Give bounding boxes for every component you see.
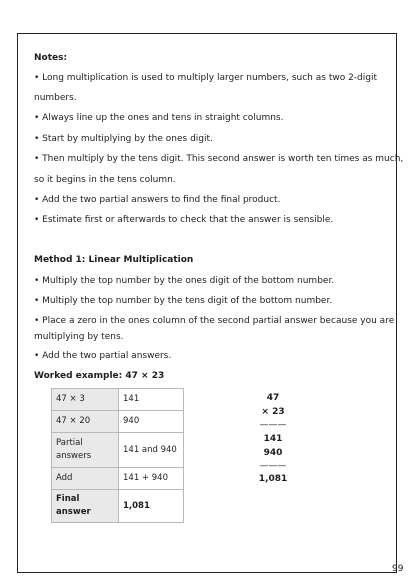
method-line: multiplying by tens. (34, 332, 124, 342)
table-row (52, 411, 184, 433)
method-line: • Add the two partial answers. (34, 351, 172, 361)
method-line: • Multiply the top number by the ones digit of the bottom number. (34, 276, 335, 286)
method-line: • Multiply the top number by the tens digit of the bottom number. (34, 296, 333, 306)
table-cell: 47 × 3 (52, 389, 119, 411)
table-cell: 141 and 940 (119, 433, 184, 468)
method-heading: Method 1: Linear Multiplication (34, 255, 194, 265)
rule: ——— (259, 420, 287, 430)
table-row (52, 389, 184, 411)
table-row-final (52, 490, 184, 523)
table-cell: 940 (119, 411, 184, 433)
table-row (52, 468, 184, 490)
table-row (52, 433, 184, 468)
table-cell: Final answer (52, 490, 119, 523)
worked-example-heading: Worked example: 47 × 23 (34, 371, 165, 381)
notes-line: so it begins in the tens column. (34, 175, 176, 185)
notes-line: • Long multiplication is used to multiply larger numbers, such as two 2-digit (34, 73, 378, 83)
notes-line: • Estimate first or afterwards to check that the answer is sensible. (34, 215, 334, 225)
table-cell: 141 + 940 (119, 468, 184, 490)
notes-line: • Always line up the ones and tens in straight columns. (34, 113, 284, 123)
method-line: • Place a zero in the ones column of the second partial answer because you are (34, 316, 395, 326)
multiplier: × 23 (261, 407, 285, 417)
worked-example-table (51, 388, 184, 523)
final-product: 1,081 (258, 474, 288, 484)
partial-answer: 940 (263, 448, 283, 458)
page-number: 99 (392, 564, 404, 574)
table-cell: Add (52, 468, 119, 490)
table-cell: 1,081 (119, 490, 184, 523)
multiplicand: 47 (266, 393, 280, 403)
partial-answer: 141 (263, 434, 283, 444)
notes-heading: Notes: (34, 53, 68, 63)
table-cell: 47 × 20 (52, 411, 119, 433)
rule: ——— (259, 461, 287, 471)
notes-line: • Start by multiplying by the ones digit. (34, 134, 213, 144)
table-cell: Partial answers (52, 433, 119, 468)
notes-line: numbers. (34, 93, 77, 103)
table-cell: 141 (119, 389, 184, 411)
notes-line: • Add the two partial answers to find the final product. (34, 195, 281, 205)
notes-line: • Then multiply by the tens digit. This second answer is worth ten times as much, (34, 154, 404, 164)
